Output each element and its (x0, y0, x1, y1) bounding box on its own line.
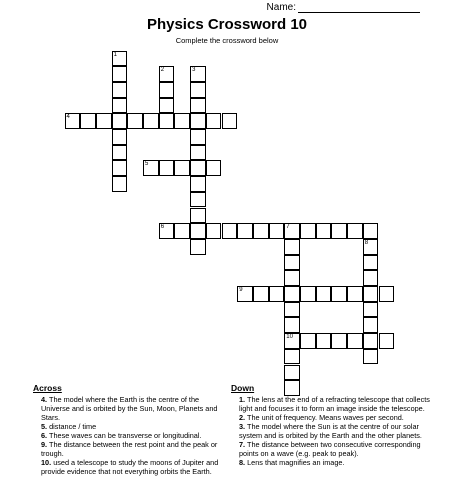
grid-cell[interactable] (190, 208, 206, 224)
grid-cell[interactable] (190, 176, 206, 192)
clue-across-4: 4. The model where the Earth is the centre of the Universe and is orbited by the Sun, Moon, Planets and Stars. (41, 395, 218, 422)
grid-cell[interactable] (159, 113, 175, 129)
grid-cell[interactable] (284, 255, 300, 271)
clue-number: 9 (239, 287, 243, 293)
grid-cell[interactable] (363, 223, 379, 239)
grid-cell[interactable] (190, 98, 206, 114)
across-clues (33, 384, 223, 476)
grid-cell[interactable] (284, 317, 300, 333)
grid-cell[interactable] (316, 286, 332, 302)
clue-number: 1 (113, 51, 117, 58)
clue-number: 7 (286, 224, 290, 231)
grid-cell[interactable] (331, 286, 347, 302)
grid-cell[interactable] (284, 365, 300, 381)
clue-number: 4 (66, 114, 70, 121)
grid-cell[interactable] (363, 349, 379, 365)
down-clues (231, 384, 431, 467)
grid-cell[interactable] (269, 223, 285, 239)
grid-cell[interactable] (112, 129, 128, 145)
grid-cell[interactable] (222, 223, 238, 239)
grid-cell[interactable] (300, 333, 316, 349)
clue-across-9: 9. The distance between the rest point and the peak or trough. (41, 440, 218, 458)
grid-cell[interactable] (159, 160, 175, 176)
across-heading: Across (33, 383, 62, 393)
clue-number: 8 (364, 239, 369, 246)
clue-across-10: 10. used a telescope to study the moons of Jupiter and provide evidence that not everything orbits the Earth. (41, 458, 219, 476)
grid-cell[interactable] (190, 192, 206, 208)
grid-cell[interactable] (206, 160, 222, 176)
grid-cell[interactable] (190, 82, 206, 98)
grid-cell[interactable] (331, 333, 347, 349)
grid-cell[interactable] (284, 239, 300, 255)
grid-cell[interactable] (190, 160, 206, 176)
grid-cell[interactable] (112, 113, 128, 129)
grid-cell[interactable] (112, 160, 128, 176)
grid-cell[interactable] (222, 113, 238, 129)
grid-cell[interactable] (174, 113, 190, 129)
grid-cell[interactable] (284, 349, 300, 365)
grid-cell[interactable] (159, 82, 175, 98)
grid-cell[interactable] (363, 302, 379, 318)
grid-cell[interactable] (363, 333, 379, 349)
grid-cell[interactable] (174, 223, 190, 239)
grid-cell[interactable] (190, 223, 206, 239)
grid-cell[interactable] (80, 113, 96, 129)
clue-down-2: 2. The unit of frequency. Means waves per second. (239, 413, 404, 422)
grid-cell[interactable] (316, 223, 332, 239)
grid-cell[interactable] (253, 223, 269, 239)
grid-cell[interactable] (174, 160, 190, 176)
grid-cell[interactable] (190, 239, 206, 255)
grid-cell[interactable] (363, 286, 379, 302)
grid-cell[interactable] (190, 129, 206, 145)
grid-cell[interactable] (237, 223, 253, 239)
clue-down-3: 3. The model where the Sun is at the centre of our solar system and is orbited by the Earth and the other planets. (239, 422, 422, 440)
grid-cell[interactable] (347, 286, 363, 302)
grid-cell[interactable] (237, 286, 253, 302)
grid-cell[interactable] (159, 223, 175, 239)
grid-cell[interactable] (143, 113, 159, 129)
name-label: Name: (266, 2, 296, 13)
clue-down-1: 1. The lens at the end of a refracting telescope that collects light and focuses it to form an image inside the telescope. (239, 395, 430, 413)
grid-cell[interactable] (284, 333, 300, 349)
clue-across-6: 6. These waves can be transverse or longitudinal. (41, 431, 202, 440)
clue-number: 5 (145, 161, 149, 168)
grid-cell[interactable] (363, 270, 379, 286)
grid-cell[interactable] (159, 66, 175, 82)
clue-across-5: 5. distance / time (41, 422, 97, 431)
grid-cell[interactable] (190, 113, 206, 129)
clue-number: 10 (286, 334, 293, 341)
grid-cell[interactable] (347, 333, 363, 349)
grid-cell[interactable] (284, 223, 300, 239)
grid-cell[interactable] (127, 113, 143, 129)
grid-cell[interactable] (363, 239, 379, 255)
grid-cell[interactable] (284, 302, 300, 318)
grid-cell[interactable] (206, 223, 222, 239)
grid-cell[interactable] (300, 223, 316, 239)
page-subtitle: Complete the crossword below (175, 36, 279, 45)
grid-cell[interactable] (159, 98, 175, 114)
grid-cell[interactable] (96, 113, 112, 129)
grid-cell[interactable] (206, 113, 222, 129)
grid-cell[interactable] (284, 270, 300, 286)
grid-cell[interactable] (269, 286, 285, 302)
clue-number: 3 (192, 67, 196, 74)
grid-cell[interactable] (112, 98, 128, 114)
grid-cell[interactable] (347, 223, 363, 239)
grid-cell[interactable] (363, 317, 379, 333)
clue-number: 6 (160, 224, 165, 231)
clue-down-8: 8. Lens that magnifies an image. (239, 458, 345, 467)
grid-cell[interactable] (300, 286, 316, 302)
grid-cell[interactable] (65, 113, 81, 129)
grid-cell[interactable] (112, 66, 128, 82)
grid-cell[interactable] (143, 160, 159, 176)
grid-cell[interactable] (284, 286, 300, 302)
grid-cell[interactable] (112, 51, 128, 67)
grid-cell[interactable] (316, 333, 332, 349)
grid-cell[interactable] (112, 145, 128, 161)
grid-cell[interactable] (112, 82, 128, 98)
down-heading: Down (231, 383, 255, 393)
grid-cell[interactable] (379, 333, 395, 349)
grid-cell[interactable] (331, 223, 347, 239)
grid-cell[interactable] (363, 255, 379, 271)
grid-cell[interactable] (112, 176, 128, 192)
clue-number: 2 (160, 67, 165, 74)
clue-down-7: 7. The distance between two consecutive corresponding points on a wave (e.g. peak to peak). (239, 440, 421, 458)
grid-cell[interactable] (190, 145, 206, 161)
grid-cell[interactable] (190, 66, 206, 82)
page-title: Physics Crossword 10 (146, 16, 308, 33)
grid-cell[interactable] (379, 286, 395, 302)
grid-cell[interactable] (253, 286, 269, 302)
